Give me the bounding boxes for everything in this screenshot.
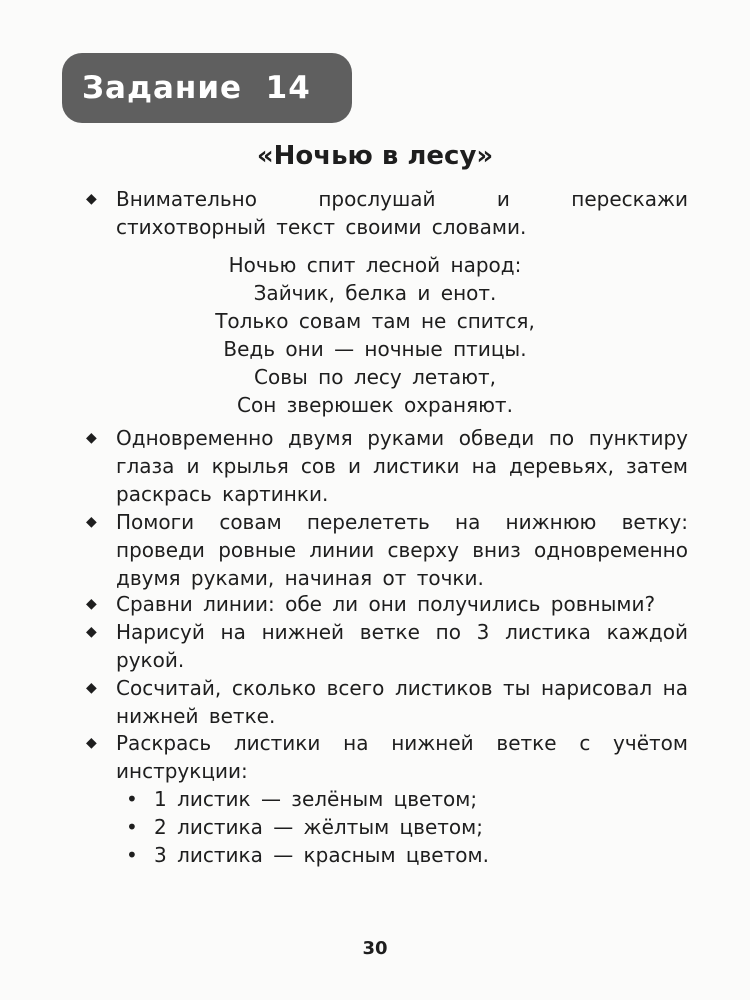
- task-badge: [62, 53, 352, 123]
- instruction-text: Сравни линии: обе ли они получились ровными?: [116, 592, 656, 616]
- instruction-text: Внимательно прослушай и перескажи стихотворный текст своими словами.: [116, 187, 688, 239]
- instruction-text: Нарисуй на нижней ветке по 3 листика каждой рукой.: [116, 620, 688, 672]
- sub-item-text: 1 листик — зелёным цветом;: [154, 787, 478, 811]
- bullet-icon: ◆: [86, 624, 97, 640]
- bullet-icon: ◆: [86, 596, 97, 612]
- poem-line: Зайчик, белка и енот.: [253, 281, 497, 305]
- poem-line: Ведь они — ночные птицы.: [223, 337, 527, 361]
- bullet-icon: ◆: [86, 514, 97, 530]
- instruction-item: [88, 590, 688, 618]
- instruction-item: [88, 729, 688, 785]
- instruction-text: Сосчитай, сколько всего листиков ты нарисовал на нижней ветке.: [116, 676, 688, 728]
- sub-item-text: 2 листика — жёлтым цветом;: [154, 815, 483, 839]
- sub-item: [126, 841, 626, 869]
- dot-icon: •: [126, 787, 138, 811]
- instruction-text: Раскрась листики на нижней ветке с учётом инструкции:: [116, 731, 688, 783]
- instruction-item: [88, 618, 688, 674]
- sub-item-text: 3 листика — красным цветом.: [154, 843, 489, 867]
- poem-line: Совы по лесу летают,: [254, 365, 496, 389]
- instruction-item: [88, 185, 688, 241]
- instruction-item: [88, 508, 688, 592]
- poem-line: Сон зверюшек охраняют.: [237, 393, 513, 417]
- poem-line: Только совам там не спится,: [215, 309, 535, 333]
- bullet-icon: ◆: [86, 430, 97, 446]
- task-label: Задание 14: [82, 70, 311, 106]
- instruction-text: Одновременно двумя руками обведи по пунктиру глаза и крылья сов и листики на деревьях, затем раскрась картинки.: [116, 426, 688, 506]
- instruction-text: Помоги совам перелететь на нижнюю ветку: проведи ровные линии сверху вниз одновременно двумя руками, начиная от точки.: [116, 510, 688, 590]
- bullet-icon: ◆: [86, 680, 97, 696]
- page-number: 30: [362, 938, 388, 959]
- page-title: «Ночью в лесу»: [256, 141, 494, 171]
- bullet-icon: ◆: [86, 191, 97, 207]
- dot-icon: •: [126, 815, 138, 839]
- sub-item: [126, 785, 626, 813]
- dot-icon: •: [126, 843, 138, 867]
- poem: [0, 251, 750, 419]
- poem-line: Ночью спит лесной народ:: [228, 253, 522, 277]
- bullet-icon: ◆: [86, 735, 97, 751]
- sub-item: [126, 813, 626, 841]
- instruction-item: [88, 424, 688, 508]
- instruction-item: [88, 674, 688, 730]
